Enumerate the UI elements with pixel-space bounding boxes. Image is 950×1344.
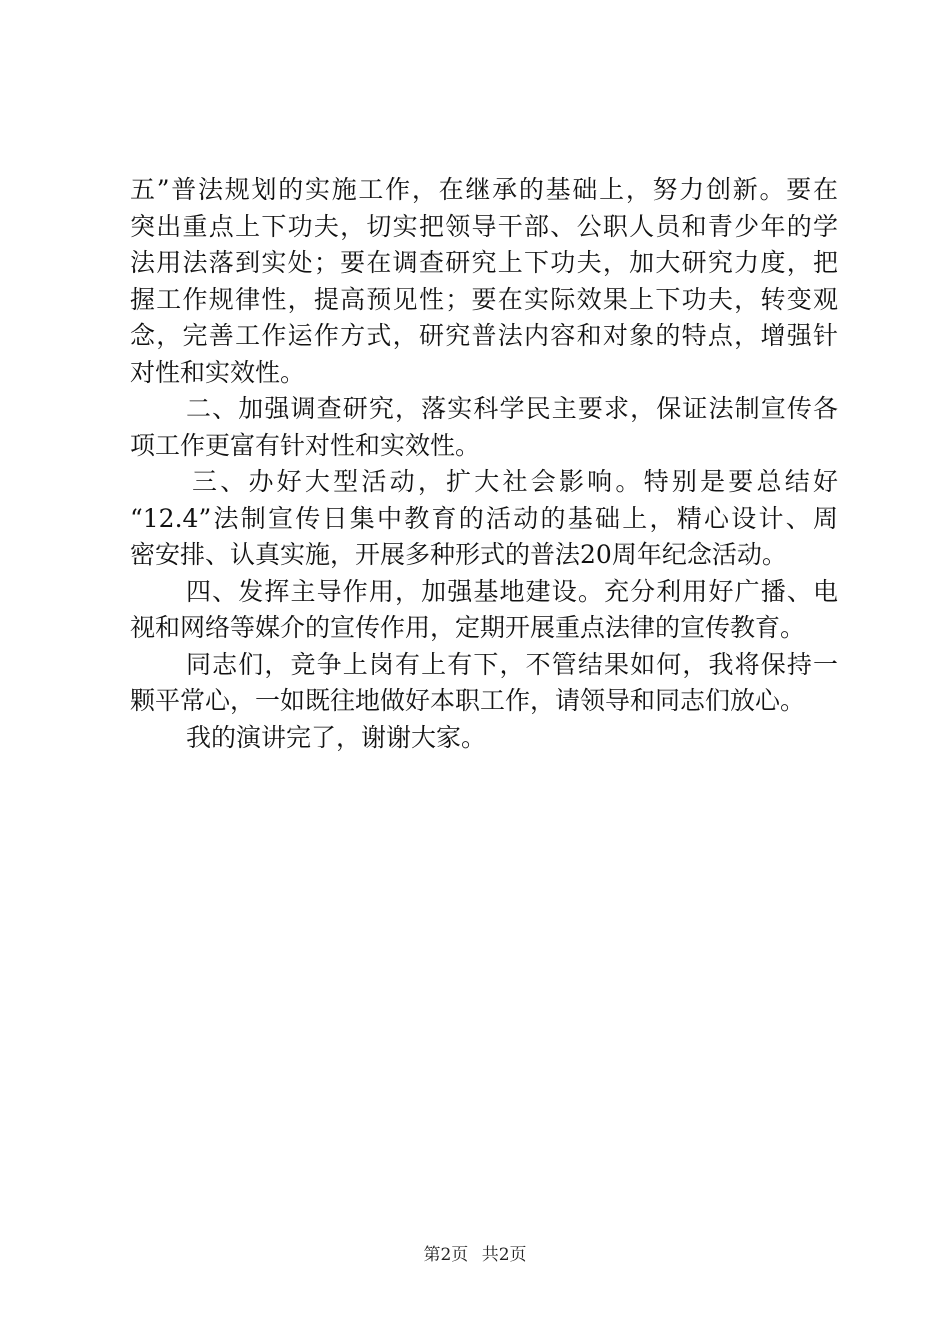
page-footer [0,1243,950,1267]
paragraph-line: 同志们，竞争上岗有上有下，不管结果如何，我将保持一 [186,649,838,679]
paragraph-line: 念，完善工作运作方式，研究普法内容和对象的特点，增强针 [130,321,838,350]
paragraph-line: 握工作规律性，提高预见性；要在实际效果上下功夫，转变观 [130,284,838,314]
paragraph-line: 对性和实效性。 [130,357,306,387]
page-number-current: 第2页 [423,1245,469,1265]
paragraph-line: 三、办好大型活动，扩大社会影响。特别是要总结好 [192,467,838,496]
paragraph-line: 颗平常心，一如既往地做好本职工作，请领导和同志们放心。 [130,686,806,715]
paragraph-line: “12.4”法制宣传日集中教育的活动的基础上，精心设计、周 [130,503,838,533]
document-body [130,172,838,756]
page-number-total: 共2页 [481,1245,527,1265]
paragraph-line: 二、加强调查研究，落实科学民主要求，保证法制宣传各 [186,394,838,423]
paragraph-line: 项工作更富有针对性和实效性。 [130,430,481,460]
paragraph-line: 五”普法规划的实施工作，在继承的基础上，努力创新。要在 [130,175,838,204]
paragraph-line: 突出重点上下功夫，切实把领导干部、公职人员和青少年的学 [130,211,838,241]
paragraph-line: 视和网络等媒介的宣传作用，定期开展重点法律的宣传教育。 [130,613,806,642]
paragraph-line: 四、发挥主导作用，加强基地建设。充分利用好广播、电 [186,576,838,606]
paragraph-line: 我的演讲完了，谢谢大家。 [186,722,487,752]
paragraph-line: 法用法落到实处；要在调查研究上下功夫，加大研究力度，把 [130,248,838,277]
paragraph-line: 密安排、认真实施，开展多种形式的普法20周年纪念活动。 [130,540,787,569]
